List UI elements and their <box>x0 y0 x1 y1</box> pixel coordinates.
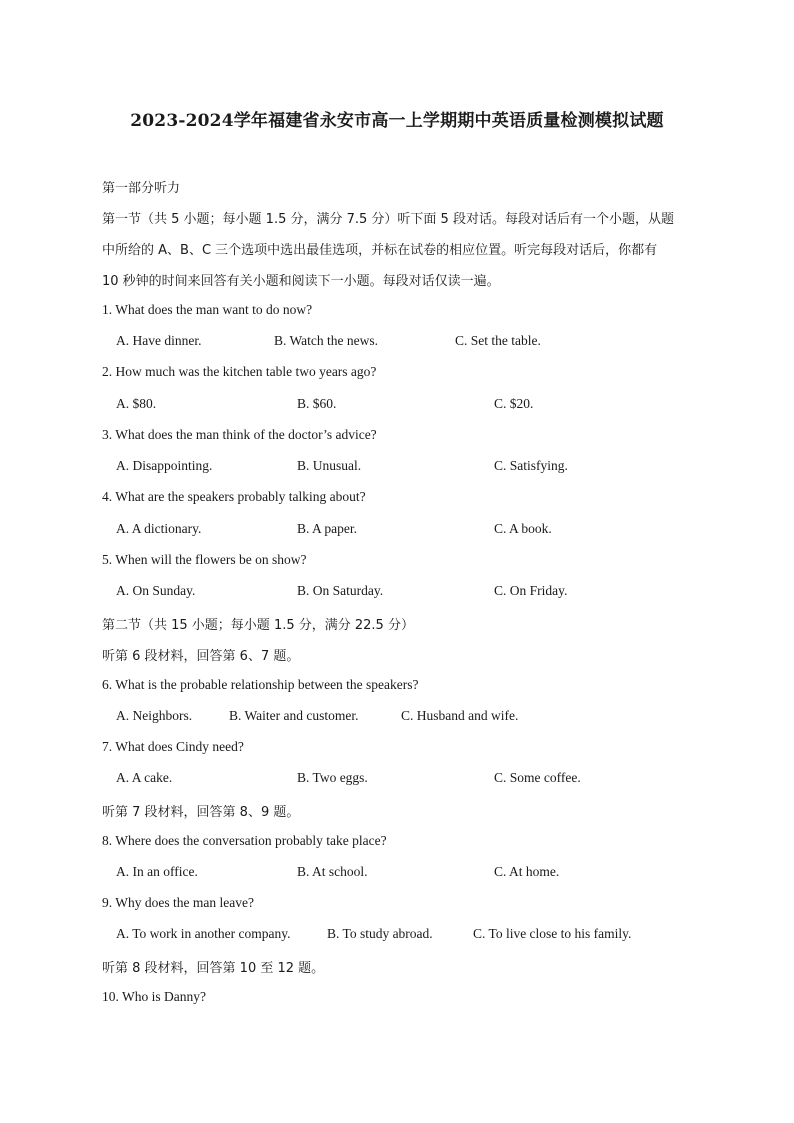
question-2-option-b[interactable]: B. $60. <box>297 396 337 411</box>
question-6-stem: 6. What is the probable relationship between the speakers? <box>102 677 419 692</box>
question-8-stem: 8. Where does the conversation probably take place? <box>102 833 387 848</box>
section1-instructions-line3: 10 秒钟的时间来回答有关小题和阅读下一小题。每段对话仅读一遍。 <box>102 274 500 289</box>
question-10-stem: 10. Who is Danny? <box>102 989 206 1004</box>
question-4-option-c[interactable]: C. A book. <box>494 521 552 536</box>
question-7-stem: 7. What does Cindy need? <box>102 739 244 754</box>
question-2-stem: 2. How much was the kitchen table two years ago? <box>102 364 377 379</box>
question-8-option-b[interactable]: B. At school. <box>297 864 368 879</box>
question-3-option-c[interactable]: C. Satisfying. <box>494 458 568 473</box>
question-4-stem: 4. What are the speakers probably talking about? <box>102 489 366 504</box>
question-5-option-b[interactable]: B. On Saturday. <box>297 583 384 598</box>
question-5-stem: 5. When will the flowers be on show? <box>102 552 307 567</box>
question-1-option-c[interactable]: C. Set the table. <box>455 333 541 348</box>
question-3-stem: 3. What does the man think of the doctor’s advice? <box>102 427 377 442</box>
section2-heading: 第二节（共 15 小题；每小题 1.5 分，满分 22.5 分） <box>102 618 414 633</box>
question-9-option-c[interactable]: C. To live close to his family. <box>473 926 632 941</box>
question-6-option-b[interactable]: B. Waiter and customer. <box>229 708 359 723</box>
question-2-option-a[interactable]: A. $80. <box>116 396 157 411</box>
section1-instructions-line2: 中所给的 A、B、C 三个选项中选出最佳选项，并标在试卷的相应位置。听完每段对话后，你都有 <box>102 243 658 258</box>
part-heading: 第一部分听力 <box>102 181 181 196</box>
question-2-option-c[interactable]: C. $20. <box>494 396 534 411</box>
question-9-option-a[interactable]: A. To work in another company. <box>116 926 291 941</box>
question-8-option-a[interactable]: A. In an office. <box>116 864 198 879</box>
question-1-option-b[interactable]: B. Watch the news. <box>274 333 379 348</box>
question-3-option-b[interactable]: B. Unusual. <box>297 458 362 473</box>
question-7-option-a[interactable]: A. A cake. <box>116 770 173 785</box>
page-title: 2023-2024学年福建省永安市高一上学期期中英语质量检测模拟试题 <box>130 111 664 131</box>
question-4-option-b[interactable]: B. A paper. <box>297 521 357 536</box>
question-7-option-b[interactable]: B. Two eggs. <box>297 770 368 785</box>
question-9-stem: 9. Why does the man leave? <box>102 895 254 910</box>
question-6-option-c[interactable]: C. Husband and wife. <box>401 708 519 723</box>
question-9-option-b[interactable]: B. To study abroad. <box>327 926 433 941</box>
material-6-instruction: 听第 6 段材料，回答第 6、7 题。 <box>102 649 300 664</box>
question-7-option-c[interactable]: C. Some coffee. <box>494 770 581 785</box>
material-7-instruction: 听第 7 段材料，回答第 8、9 题。 <box>102 805 300 820</box>
question-5-option-a[interactable]: A. On Sunday. <box>116 583 196 598</box>
question-8-option-c[interactable]: C. At home. <box>494 864 560 879</box>
question-3-option-a[interactable]: A. Disappointing. <box>116 458 213 473</box>
question-6-option-a[interactable]: A. Neighbors. <box>116 708 193 723</box>
question-5-option-c[interactable]: C. On Friday. <box>494 583 568 598</box>
question-1-option-a[interactable]: A. Have dinner. <box>116 333 202 348</box>
question-4-option-a[interactable]: A. A dictionary. <box>116 521 202 536</box>
question-1-stem: 1. What does the man want to do now? <box>102 302 313 317</box>
material-8-instruction: 听第 8 段材料，回答第 10 至 12 题。 <box>102 961 325 976</box>
section1-instructions-line1: 第一节（共 5 小题；每小题 1.5 分，满分 7.5 分）听下面 5 段对话。每段对话后有一个小题，从题 <box>102 212 674 227</box>
